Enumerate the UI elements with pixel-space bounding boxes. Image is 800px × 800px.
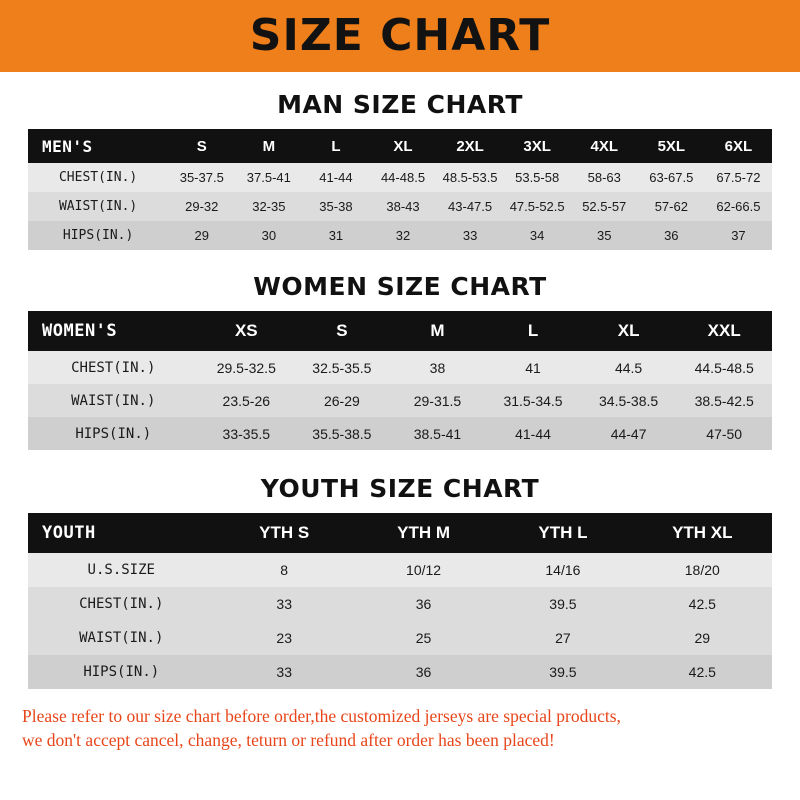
youth-row3-cell1: 36 (354, 655, 493, 689)
women-header-cell-3: M (430, 321, 445, 340)
man-row1-label: WAIST(IN.) (28, 192, 168, 221)
man-row1-cell8: 62-66.5 (705, 192, 772, 221)
women-row1-label: WAIST(IN.) (28, 384, 199, 417)
table-row (28, 384, 772, 417)
man-row1-cell6: 52.5-57 (571, 192, 638, 221)
women-header-cell-2: S (336, 321, 348, 340)
man-row0-cell7: 63-67.5 (638, 163, 705, 192)
women-header-cell-6: XXL (707, 321, 741, 340)
women-table-head (28, 311, 772, 351)
table-row (28, 417, 772, 450)
order-policy-note-line2: we don't accept cancel, change, teturn or refund after order has been placed! (22, 729, 555, 750)
women-row2-cell5: 47-50 (676, 417, 772, 450)
women-row0-cell4: 44.5 (581, 351, 677, 384)
women-header-cell-4: L (527, 321, 539, 340)
table-row (28, 587, 772, 621)
man-table-body (28, 163, 772, 250)
women-header-row (28, 311, 772, 351)
man-size-section (0, 90, 800, 250)
man-header-row (28, 129, 772, 163)
man-header-cell-9: 6XL (724, 137, 753, 155)
youth-row2-cell1: 25 (354, 621, 493, 655)
man-row2-label: HIPS(IN.) (28, 221, 168, 250)
youth-row1-cell2: 39.5 (493, 587, 632, 621)
man-row2-cell0: 29 (168, 221, 235, 250)
man-row2-cell3: 32 (369, 221, 436, 250)
women-row0-cell0: 29.5-32.5 (199, 351, 295, 384)
youth-header-cell-0: YOUTH (42, 523, 96, 543)
man-row0-cell1: 37.5-41 (235, 163, 302, 192)
man-header-cell-6: 3XL (523, 137, 551, 155)
youth-header-cell-1: YTH S (259, 523, 310, 542)
table-row (28, 553, 772, 587)
youth-row3-cell2: 39.5 (493, 655, 632, 689)
page-banner (0, 0, 800, 72)
man-row0-cell6: 58-63 (571, 163, 638, 192)
man-header-cell-5: 2XL (456, 137, 484, 155)
women-row0-cell3: 41 (485, 351, 581, 384)
youth-row0-label: U.S.SIZE (28, 553, 215, 587)
man-row2-cell4: 33 (437, 221, 504, 250)
man-table-head (28, 129, 772, 163)
youth-row0-cell0: 8 (215, 553, 354, 587)
youth-header-cell-2: YTH M (397, 523, 450, 542)
man-row1-cell4: 43-47.5 (437, 192, 504, 221)
women-row1-cell0: 23.5-26 (199, 384, 295, 417)
man-row2-cell1: 30 (235, 221, 302, 250)
youth-row1-label: CHEST(IN.) (28, 587, 215, 621)
man-header-cell-7: 4XL (590, 137, 618, 155)
youth-header-cell-4: YTH XL (672, 523, 733, 542)
women-row0-label: CHEST(IN.) (28, 351, 199, 384)
women-row2-cell1: 35.5-38.5 (294, 417, 390, 450)
man-row0-cell0: 35-37.5 (168, 163, 235, 192)
man-row0-cell3: 44-48.5 (369, 163, 436, 192)
man-row2-cell8: 37 (705, 221, 772, 250)
women-row1-cell3: 31.5-34.5 (485, 384, 581, 417)
women-size-section (0, 272, 800, 450)
women-header-cell-5: XL (617, 321, 640, 340)
women-table-body (28, 351, 772, 450)
youth-row0-cell3: 18/20 (633, 553, 772, 587)
youth-row2-cell2: 27 (493, 621, 632, 655)
youth-row2-cell0: 23 (215, 621, 354, 655)
man-row1-cell3: 38-43 (369, 192, 436, 221)
youth-header-row (28, 513, 772, 553)
man-row2-cell6: 35 (571, 221, 638, 250)
man-row1-cell1: 32-35 (235, 192, 302, 221)
table-row (28, 655, 772, 689)
women-header-cell-1: XS (234, 321, 258, 340)
table-row (28, 163, 772, 192)
youth-row0-cell1: 10/12 (354, 553, 493, 587)
women-row0-cell5: 44.5-48.5 (676, 351, 772, 384)
youth-row0-cell2: 14/16 (493, 553, 632, 587)
women-row1-cell4: 34.5-38.5 (581, 384, 677, 417)
youth-row3-cell3: 42.5 (633, 655, 772, 689)
youth-table-head (28, 513, 772, 553)
man-header-cell-8: 5XL (657, 137, 686, 155)
youth-row3-label: HIPS(IN.) (28, 655, 215, 689)
women-row2-cell3: 41-44 (485, 417, 581, 450)
youth-row1-cell0: 33 (215, 587, 354, 621)
table-row (28, 351, 772, 384)
women-row0-cell1: 32.5-35.5 (294, 351, 390, 384)
women-row2-label: HIPS(IN.) (28, 417, 199, 450)
youth-row3-cell0: 33 (215, 655, 354, 689)
man-header-cell-0: MEN'S (42, 136, 93, 156)
youth-table-body (28, 553, 772, 689)
man-row0-label: CHEST(IN.) (28, 163, 168, 192)
women-row2-cell0: 33-35.5 (199, 417, 295, 450)
table-row (28, 221, 772, 250)
man-row2-cell7: 36 (638, 221, 705, 250)
youth-row2-cell3: 29 (633, 621, 772, 655)
man-size-table (28, 129, 772, 250)
table-row (28, 621, 772, 655)
women-row2-cell4: 44-47 (581, 417, 677, 450)
man-row1-cell2: 35-38 (302, 192, 369, 221)
order-policy-note (22, 705, 778, 752)
youth-section-title: YOUTH SIZE CHART (260, 474, 540, 503)
women-row2-cell2: 38.5-41 (390, 417, 486, 450)
youth-size-table (28, 513, 772, 689)
page-title: SIZE CHART (249, 10, 551, 61)
man-header-cell-3: L (331, 137, 341, 155)
man-row1-cell5: 47.5-52.5 (504, 192, 571, 221)
women-row1-cell2: 29-31.5 (390, 384, 486, 417)
man-row0-cell4: 48.5-53.5 (437, 163, 504, 192)
man-section-title: MAN SIZE CHART (277, 90, 523, 119)
women-row1-cell5: 38.5-42.5 (676, 384, 772, 417)
order-policy-note-line1: Please refer to our size chart before order,the customized jerseys are special products, (22, 706, 621, 726)
women-size-table (28, 311, 772, 450)
youth-row1-cell1: 36 (354, 587, 493, 621)
man-row2-cell5: 34 (504, 221, 571, 250)
youth-row2-label: WAIST(IN.) (28, 621, 215, 655)
women-row0-cell2: 38 (390, 351, 486, 384)
women-section-title: WOMEN SIZE CHART (253, 272, 547, 301)
man-header-cell-2: M (262, 137, 276, 155)
youth-row1-cell3: 42.5 (633, 587, 772, 621)
man-header-cell-4: XL (393, 137, 413, 155)
man-row2-cell2: 31 (302, 221, 369, 250)
table-row (28, 192, 772, 221)
women-row1-cell1: 26-29 (294, 384, 390, 417)
man-row0-cell8: 67.5-72 (705, 163, 772, 192)
youth-size-section (0, 474, 800, 689)
man-row0-cell5: 53.5-58 (504, 163, 571, 192)
man-row1-cell0: 29-32 (168, 192, 235, 221)
youth-header-cell-3: YTH L (538, 523, 588, 542)
man-row1-cell7: 57-62 (638, 192, 705, 221)
women-header-cell-0: WOMEN'S (42, 321, 118, 341)
man-header-cell-1: S (196, 137, 207, 155)
man-row0-cell2: 41-44 (302, 163, 369, 192)
